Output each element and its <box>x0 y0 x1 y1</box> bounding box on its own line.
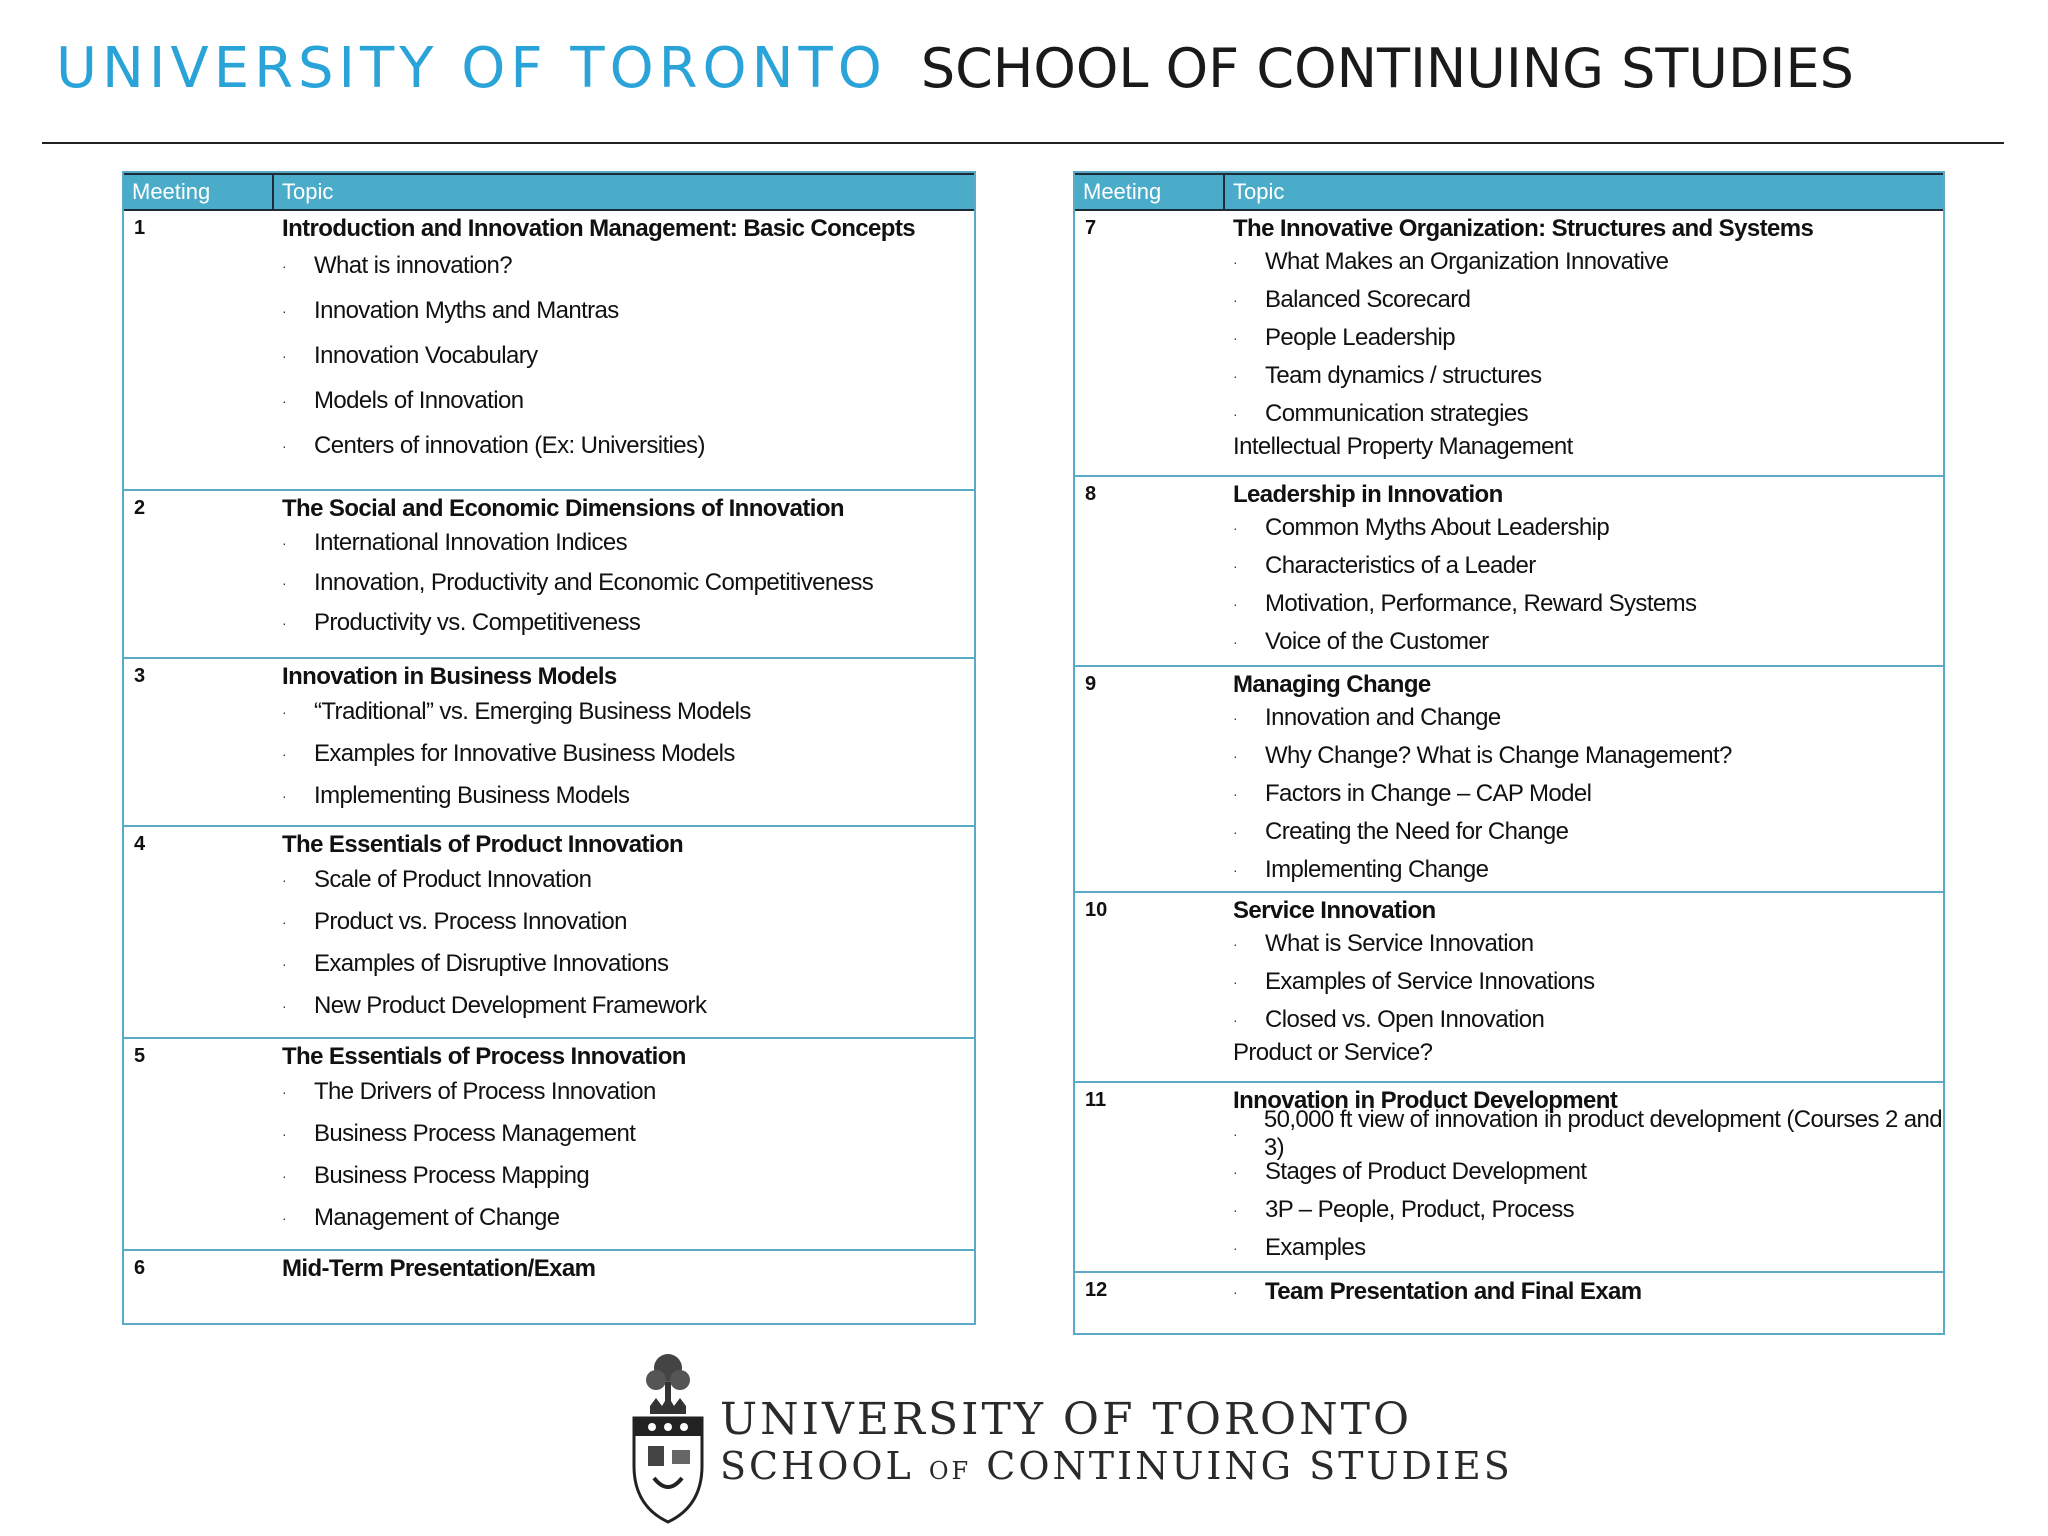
subtopic-item <box>282 1071 974 1113</box>
bullet-icon: · <box>1233 824 1238 840</box>
table-row <box>124 1039 974 1251</box>
subtopic-item <box>1233 813 1943 851</box>
subtopic-item <box>282 733 974 775</box>
subtopic-item <box>1233 623 1943 661</box>
table-rows <box>1075 211 1943 1337</box>
header-university: UNIVERSITY OF TORONTO <box>56 35 887 101</box>
subtopic-text: What is innovation? <box>314 251 513 279</box>
topic-cell <box>274 1251 974 1321</box>
subtopic-item <box>282 1155 974 1197</box>
subtopic-list <box>1233 509 1943 661</box>
subtopic-list <box>1233 925 1943 1039</box>
meeting-number: 4 <box>134 833 146 855</box>
meeting-number: 2 <box>134 497 146 519</box>
bullet-icon: · <box>282 746 287 762</box>
header-topic: Topic <box>282 179 334 204</box>
topic-title: The Innovative Organization: Structures and Systems <box>1233 215 1814 242</box>
bullet-icon: · <box>1233 1284 1238 1300</box>
topic-cell <box>274 491 974 657</box>
subtopic-item <box>282 423 974 468</box>
subtopic-text: Closed vs. Open Innovation <box>1265 1006 1545 1033</box>
subtopic-text: Centers of innovation (Ex: Universities) <box>314 431 705 459</box>
subtopic-text: Examples <box>1265 1234 1366 1261</box>
table-rows <box>124 211 974 1321</box>
subtopic-item <box>1233 547 1943 585</box>
subtopic-item <box>282 333 974 378</box>
subtopic-item <box>282 603 974 643</box>
bullet-icon: · <box>282 437 287 454</box>
table-row <box>124 827 974 1039</box>
meeting-number: 5 <box>134 1045 146 1067</box>
meeting-number: 8 <box>1085 483 1097 505</box>
subtopic-text: Factors in Change – CAP Model <box>1265 780 1592 807</box>
footer-logo-cs: CONTINUING STUDIES <box>971 1444 1513 1488</box>
table-row <box>124 211 974 491</box>
table-row <box>1075 893 1943 1083</box>
footer-logo-line2 <box>720 1444 1513 1493</box>
subtopic-item <box>282 1113 974 1155</box>
subtopic-item <box>1233 509 1943 547</box>
bullet-icon: · <box>282 998 287 1014</box>
subtopic-item <box>1233 963 1943 1001</box>
bullet-icon: · <box>1233 936 1238 952</box>
subtopic-text: Models of Innovation <box>314 386 524 414</box>
subtopic-item <box>282 243 974 288</box>
bullet-icon: · <box>282 872 287 888</box>
meeting-number: 11 <box>1085 1089 1107 1111</box>
subtopic-item <box>1233 1229 1943 1267</box>
schedule-table-left <box>122 171 976 1325</box>
topic-cell <box>1225 667 1943 891</box>
table-row <box>1075 477 1943 667</box>
schedule-table-right <box>1073 171 1945 1335</box>
subtopic-item <box>1233 1191 1943 1229</box>
bullet-icon: · <box>1233 1012 1238 1028</box>
subtopic-list <box>1233 243 1943 433</box>
subtopic-item <box>1233 243 1943 281</box>
bullet-icon: · <box>1233 596 1238 612</box>
topic-title: Innovation in Product Development <box>1233 1087 1618 1114</box>
bullet-icon: · <box>282 535 287 551</box>
topic-cell <box>1225 1273 1943 1337</box>
bullet-icon: · <box>282 788 287 804</box>
topic-cell <box>274 1039 974 1249</box>
subtopic-text: Innovation and Change <box>1265 704 1501 731</box>
subtopic-text: Innovation Vocabulary <box>314 341 538 369</box>
bullet-icon: · <box>1233 520 1238 536</box>
subtopic-item <box>1233 585 1943 623</box>
subtopic-item <box>1233 395 1943 433</box>
topic-cell <box>1225 893 1943 1081</box>
meeting-number: 6 <box>134 1257 146 1279</box>
subtopic-text: Examples of Disruptive Innovations <box>314 950 669 977</box>
subtopic-item <box>282 985 974 1027</box>
bullet-icon: · <box>1233 1126 1238 1142</box>
subtopic-text: Business Process Mapping <box>314 1162 590 1189</box>
bullet-icon: · <box>282 704 287 720</box>
subtopic-text: Why Change? What is Change Management? <box>1265 742 1732 769</box>
subtopic-text: Innovation, Productivity and Economic Competitiveness <box>314 569 874 596</box>
subtopic-item <box>1233 281 1943 319</box>
topic-extra: Intellectual Property Management <box>1233 433 1573 460</box>
bullet-icon: · <box>1233 254 1238 270</box>
subtopic-text: Management of Change <box>314 1204 560 1231</box>
bullet-icon: · <box>282 302 287 319</box>
subtopic-list <box>282 859 974 1027</box>
topic-title: Leadership in Innovation <box>1233 481 1503 508</box>
subtopic-item <box>1233 699 1943 737</box>
table-row <box>1075 1273 1943 1337</box>
topic-title: The Essentials of Product Innovation <box>282 831 684 858</box>
header-divider <box>42 142 2004 144</box>
bullet-icon: · <box>1233 862 1238 878</box>
bullet-icon: · <box>282 347 287 364</box>
topic-cell <box>274 211 974 489</box>
topic-extra: Product or Service? <box>1233 1039 1433 1066</box>
subtopic-item <box>1233 775 1943 813</box>
bullet-icon: · <box>1233 292 1238 308</box>
subtopic-item <box>1233 1277 1943 1307</box>
bullet-icon: · <box>1233 748 1238 764</box>
topic-title: Mid-Term Presentation/Exam <box>282 1255 596 1282</box>
subtopic-text: Stages of Product Development <box>1265 1158 1587 1185</box>
topic-cell <box>1225 211 1943 475</box>
subtopic-text: New Product Development Framework <box>314 992 707 1019</box>
page-header <box>56 28 1854 108</box>
subtopic-text: International Innovation Indices <box>314 529 628 556</box>
meeting-number: 3 <box>134 665 146 687</box>
meeting-number: 9 <box>1085 673 1097 695</box>
topic-title: Managing Change <box>1233 671 1431 698</box>
subtopic-item <box>1233 1001 1943 1039</box>
table-row <box>124 659 974 827</box>
subtopic-item <box>282 901 974 943</box>
footer-logo <box>628 1346 1513 1526</box>
footer-logo-of: OF <box>928 1457 972 1485</box>
subtopic-list <box>282 243 974 468</box>
subtopic-text: Implementing Change <box>1265 856 1489 883</box>
footer-logo-school: SCHOOL <box>720 1444 929 1488</box>
bullet-icon: · <box>1233 1202 1238 1218</box>
bullet-icon: · <box>282 1126 287 1142</box>
meeting-number: 12 <box>1085 1279 1108 1301</box>
table-row <box>124 491 974 659</box>
bullet-icon: · <box>282 1084 287 1100</box>
table-header-row <box>124 173 974 211</box>
table-row <box>124 1251 974 1321</box>
subtopic-list <box>1233 1277 1943 1307</box>
bullet-icon: · <box>282 914 287 930</box>
topic-cell <box>274 659 974 825</box>
bullet-icon: · <box>1233 634 1238 650</box>
subtopic-list <box>1233 1106 1943 1267</box>
bullet-icon: · <box>1233 558 1238 574</box>
topic-cell <box>274 827 974 1037</box>
subtopic-item <box>1233 1106 1943 1161</box>
bullet-icon: · <box>1233 1240 1238 1256</box>
subtopic-text: Examples for Innovative Business Models <box>314 740 735 767</box>
topic-cell <box>1225 1083 1943 1271</box>
header-meeting: Meeting <box>124 175 274 209</box>
bullet-icon: · <box>1233 710 1238 726</box>
topic-title: Innovation in Business Models <box>282 663 617 690</box>
subtopic-text: Communication strategies <box>1265 400 1529 427</box>
subtopic-text: Balanced Scorecard <box>1265 286 1471 313</box>
subtopic-item <box>282 1197 974 1239</box>
subtopic-text: The Drivers of Process Innovation <box>314 1078 656 1105</box>
bullet-icon: · <box>282 575 287 591</box>
bullet-icon: · <box>282 1210 287 1226</box>
subtopic-text: What is Service Innovation <box>1265 930 1534 957</box>
meeting-number: 1 <box>134 217 146 239</box>
subtopic-item <box>282 859 974 901</box>
crest-icon <box>628 1346 708 1526</box>
subtopic-text: Common Myths About Leadership <box>1265 514 1610 541</box>
subtopic-item <box>282 943 974 985</box>
table-row <box>1075 667 1943 893</box>
footer-logo-line1: UNIVERSITY OF TORONTO <box>720 1394 1413 1445</box>
meeting-number: 7 <box>1085 217 1097 239</box>
bullet-icon: · <box>1233 974 1238 990</box>
subtopic-text: Team Presentation and Final Exam <box>1265 1278 1642 1305</box>
subtopic-text: 3P – People, Product, Process <box>1265 1196 1575 1223</box>
subtopic-text: Innovation Myths and Mantras <box>314 296 619 324</box>
header-school: SCHOOL OF CONTINUING STUDIES <box>920 36 1854 100</box>
subtopic-text: Team dynamics / structures <box>1265 362 1542 389</box>
subtopic-text: People Leadership <box>1265 324 1455 351</box>
topic-cell <box>1225 477 1943 665</box>
bullet-icon: · <box>282 257 287 274</box>
subtopic-text: Voice of the Customer <box>1265 628 1489 655</box>
meeting-number: 10 <box>1085 899 1108 921</box>
subtopic-item <box>1233 357 1943 395</box>
subtopic-item <box>1233 319 1943 357</box>
subtopic-text: “Traditional” vs. Emerging Business Models <box>314 698 751 725</box>
topic-title: The Essentials of Process Innovation <box>282 1043 686 1070</box>
subtopic-item <box>282 691 974 733</box>
bullet-icon: · <box>282 1168 287 1184</box>
subtopic-text: Motivation, Performance, Reward Systems <box>1265 590 1697 617</box>
topic-title: Service Innovation <box>1233 897 1436 924</box>
subtopic-text: Creating the Need for Change <box>1265 818 1569 845</box>
subtopic-item <box>1233 851 1943 889</box>
subtopic-text: Productivity vs. Competitiveness <box>314 609 641 636</box>
subtopic-text: Implementing Business Models <box>314 782 630 809</box>
subtopic-list <box>282 691 974 817</box>
table-row <box>1075 1083 1943 1273</box>
bullet-icon: · <box>1233 406 1238 422</box>
subtopic-item <box>282 288 974 333</box>
subtopic-text: 50,000 ft view of innovation in product development (Courses 2 and 3) <box>1263 1106 1943 1161</box>
bullet-icon: · <box>1233 786 1238 802</box>
bullet-icon: · <box>282 392 287 409</box>
subtopic-text: What Makes an Organization Innovative <box>1265 248 1669 275</box>
table-row <box>1075 211 1943 477</box>
subtopic-list <box>282 1071 974 1239</box>
subtopic-text: Examples of Service Innovations <box>1265 968 1595 995</box>
subtopic-list <box>1233 699 1943 889</box>
subtopic-item <box>282 523 974 563</box>
bullet-icon: · <box>1233 1164 1238 1180</box>
subtopic-item <box>282 563 974 603</box>
subtopic-text: Characteristics of a Leader <box>1265 552 1536 579</box>
topic-title: The Social and Economic Dimensions of Innovation <box>282 495 844 522</box>
subtopic-text: Product vs. Process Innovation <box>314 908 627 935</box>
subtopic-item <box>1233 925 1943 963</box>
subtopic-list <box>282 523 974 643</box>
footer-logo-text <box>720 1396 1513 1493</box>
subtopic-item <box>282 378 974 423</box>
table-header-row <box>1075 173 1943 211</box>
header-topic: Topic <box>1233 179 1285 204</box>
subtopic-text: Business Process Management <box>314 1120 636 1147</box>
subtopic-item <box>282 775 974 817</box>
bullet-icon: · <box>282 956 287 972</box>
subtopic-text: Scale of Product Innovation <box>314 866 592 893</box>
bullet-icon: · <box>1233 330 1238 346</box>
topic-title: Introduction and Innovation Management: Basic Concepts <box>282 215 915 242</box>
header-meeting: Meeting <box>1075 175 1225 209</box>
bullet-icon: · <box>1233 368 1238 384</box>
subtopic-item <box>1233 737 1943 775</box>
bullet-icon: · <box>282 615 287 631</box>
